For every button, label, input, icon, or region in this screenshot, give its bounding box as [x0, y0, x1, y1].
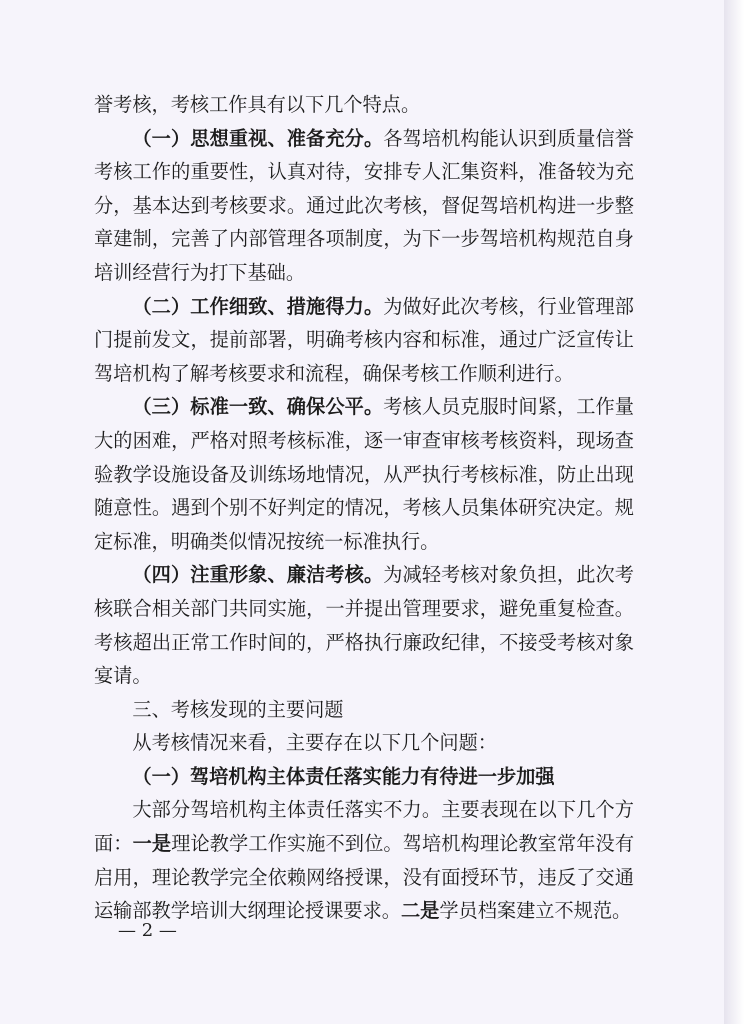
paragraph-4-text: 为减轻考核对象负担，此次考核联合相关部门共同实施，一并提出管理要求，避免重复检查。考核超出正常工作时间的，严格执行廉政纪律，不接受考核对象宴请。 [94, 563, 634, 688]
paragraph-3 [94, 390, 634, 558]
paragraph-2-text: 为做好此次考核，行业管理部门提前发文，提前部署，明确考核内容和标准，通过广泛宣传让驾培机构了解考核要求和流程，确保考核工作顺利进行。 [94, 294, 634, 385]
paragraph-0 [94, 88, 634, 122]
paragraph-8 [94, 793, 634, 927]
paragraph-6 [94, 726, 634, 760]
point-one-label: 一是 [132, 832, 172, 856]
paragraph-1-text: 各驾培机构能认识到质量信誉考核工作的重要性，认真对待，安排专人汇集资料，准备较为充分，基本达到考核要求。通过此次考核，督促驾培机构进一步整章建制，完善了内部管理各项制度，为下一步驾培机构规范自身培训经营行为打下基础。 [94, 126, 634, 284]
section-heading-text: 三、考核发现的主要问题 [132, 697, 344, 721]
paragraph-1-heading: （一）思想重视、准备充分。 [132, 126, 384, 150]
point-one-text: 理论教学工作实施不到位。驾培机构理论教室常年没有启用，理论教学完全依赖网络授课，没有面授环节，违反了交通运输部教学培训大纲理论授课要求。 [94, 832, 635, 923]
point-two-label: 二是 [401, 899, 440, 923]
paragraph-3-heading: （三）标准一致、确保公平。 [132, 395, 384, 419]
paragraph-1 [94, 122, 634, 290]
paragraph-0-text: 誉考核，考核工作具有以下几个特点。 [94, 93, 421, 116]
paragraph-2 [94, 290, 634, 391]
point-two-text: 学员档案建立不规范。 [439, 899, 632, 923]
paragraph-4-heading: （四）注重形象、廉洁考核。 [132, 563, 384, 587]
subsection-heading [94, 760, 634, 794]
page-number: — 2 — [118, 920, 177, 941]
section-heading [94, 693, 634, 727]
scan-edge [724, 0, 744, 1024]
paragraph-2-heading: （二）工作细致、措施得力。 [132, 294, 384, 318]
paragraph-3-text: 考核人员克服时间紧，工作量大的困难，严格对照考核标准，逐一审查审核考核资料，现场查验教学设施设备及训练场地情况，从严执行考核标准，防止出现随意性。遇到个别不好判定的情况，考核人员集体研究决定。规定标准，明确类似情况按统一标准执行。 [94, 395, 634, 553]
paragraph-8-text: 大部分驾培机构主体责任落实不力。主要表现在以下几个方面： [94, 798, 634, 856]
paragraph-4 [94, 558, 634, 692]
paragraph-6-text: 从考核情况来看，主要存在以下几个问题： [132, 731, 497, 755]
body-text [94, 88, 634, 928]
subsection-heading-text: （一）驾培机构主体责任落实能力有待进一步加强 [132, 764, 555, 788]
